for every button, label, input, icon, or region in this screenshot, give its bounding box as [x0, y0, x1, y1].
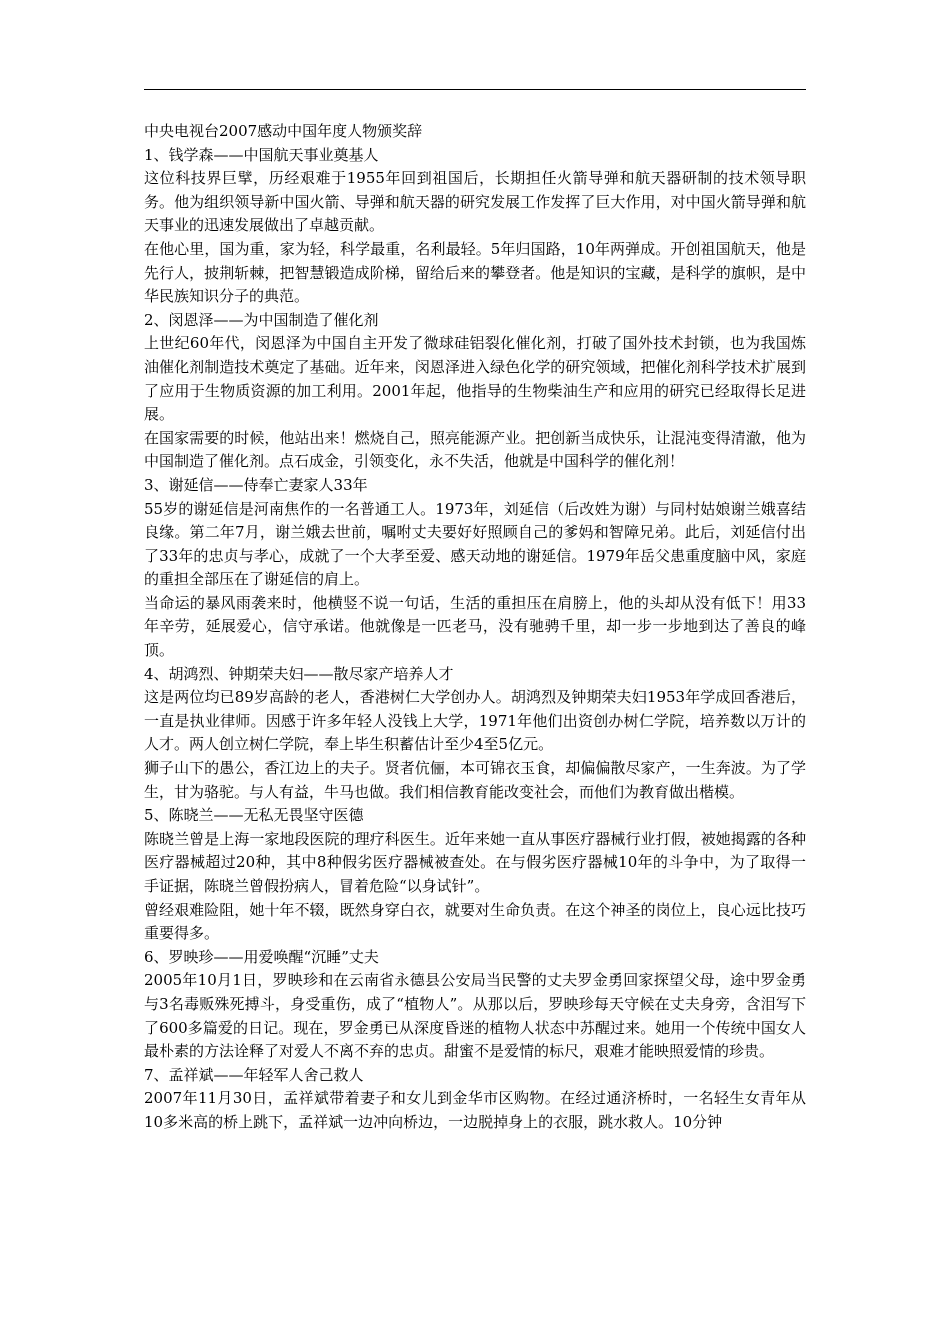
body-paragraph: 2007年11月30日，孟祥斌带着妻子和女儿到金华市区购物。在经过通济桥时，一名轻生女青年从10多米高的桥上跳下，孟祥斌一边冲向桥边，一边脱掉身上的衣服，跳水救人。10分钟	[144, 1089, 806, 1131]
body-paragraph: 陈晓兰曾是上海一家地段医院的理疗科医生。近年来她一直从事医疗器械行业打假，被她揭露的各种医疗器械超过20种，其中8种假劣医疗器械被查处。在与假劣医疗器械10年的斗争中，为了取得一手证据，陈晓兰曾假扮病人，冒着危险“以身试针”。	[144, 829, 806, 895]
body-paragraph: 曾经艰难险阻，她十年不辍，既然身穿白衣，就要对生命负责。在这个神圣的岗位上，良心远比技巧重要得多。	[144, 900, 806, 943]
body-paragraph: 上世纪60年代，闵恩泽为中国自主开发了微球硅铝裂化催化剂，打破了国外技术封锁，也为我国炼油催化剂制造技术奠定了基础。近年来，闵恩泽进入绿色化学的研究领域，把催化剂科学技术扩展到了应用于生物质资源的加工利用。2001年起，他指导的生物柴油生产和应用的研究已经取得长足进展。	[144, 334, 806, 424]
document-body	[144, 120, 806, 1135]
section-heading: 5、陈晓兰——无私无畏坚守医德	[144, 806, 364, 825]
body-paragraph: 这是两位均已89岁高龄的老人，香港树仁大学创办人。胡鸿烈及钟期荣夫妇1953年学成回香港后，一直是执业律师。因感于许多年轻人没钱上大学，1971年他们出资创办树仁学院，培养数以万计的人才。两人创立树仁学院，奉上毕生积蓄估计至少4至5亿元。	[144, 688, 806, 754]
document-title: 中央电视台2007感动中国年度人物颁奖辞	[144, 122, 423, 140]
section-heading: 6、罗映珍——用爱唤醒“沉睡”丈夫	[144, 947, 379, 966]
body-paragraph: 狮子山下的愚公，香江边上的夫子。贤者伉俪，本可锦衣玉食，却偏偏散尽家产，一生奔波。为了学生，甘为骆驼。与人有益，牛马也做。我们相信教育能改变社会，而他们为教育做出楷模。	[144, 759, 806, 801]
header-rule	[144, 89, 806, 90]
body-paragraph: 这位科技界巨擘，历经艰难于1955年回到祖国后，长期担任火箭导弹和航天器研制的技术领导职务。他为组织领导新中国火箭、导弹和航天器的研究发展工作发挥了巨大作用，对中国火箭导弹和航天事业的迅速发展做出了卓越贡献。	[144, 169, 806, 235]
section-heading: 1、钱学森——中国航天事业奠基人	[144, 145, 379, 164]
section-heading: 3、谢延信——侍奉亡妻家人33年	[144, 475, 368, 494]
body-paragraph: 当命运的暴风雨袭来时，他横竖不说一句话，生活的重担压在肩膀上，他的头却从没有低下！用33年辛劳，延展爱心，信守承诺。他就像是一匹老马，没有驰骋千里，却一步一步地到达了善良的峰顶。	[144, 593, 806, 660]
body-paragraph: 在国家需要的时候，他站出来！燃烧自己，照亮能源产业。把创新当成快乐，让混沌变得清澈，他为中国制造了催化剂。点石成金，引领变化，永不失活，他就是中国科学的催化剂！	[144, 428, 806, 471]
body-paragraph: 在他心里，国为重，家为轻，科学最重，名利最轻。5年归国路，10年两弹成。开创祖国航天，他是先行人，披荆斩棘，把智慧锻造成阶梯，留给后来的攀登者。他是知识的宝藏，是科学的旗帜，是中华民族知识分子的典范。	[144, 239, 806, 306]
section-heading: 7、孟祥斌——年轻军人舍己救人	[144, 1065, 364, 1084]
section-heading: 2、闵恩泽——为中国制造了催化剂	[144, 310, 379, 329]
body-paragraph: 55岁的谢延信是河南焦作的一名普通工人。1973年，刘延信（后改姓为谢）与同村姑娘谢兰娥喜结良缘。第二年7月，谢兰娥去世前，嘱咐丈夫要好好照顾自己的爹妈和智障兄弟。此后，刘延信付出了33年的忠贞与孝心，成就了一个大孝至爱、感天动地的谢延信。1979年岳父患重度脑中风，家庭的重担全部压在了谢延信的肩上。	[144, 499, 806, 589]
body-paragraph: 2005年10月1日，罗映珍和在云南省永德县公安局当民警的丈夫罗金勇回家探望父母，途中罗金勇与3名毒贩殊死搏斗，身受重伤，成了“植物人”。从那以后，罗映珍每天守候在丈夫身旁，含泪写下了600多篇爱的日记。现在，罗金勇已从深度昏迷的植物人状态中苏醒过来。她用一个传统中国女人最朴素的方法诠释了对爱人不离不弃的忠贞。甜蜜不是爱情的标尺，艰难才能映照爱情的珍贵。	[144, 971, 806, 1061]
section-heading: 4、胡鸿烈、钟期荣夫妇——散尽家产培养人才	[144, 664, 454, 683]
